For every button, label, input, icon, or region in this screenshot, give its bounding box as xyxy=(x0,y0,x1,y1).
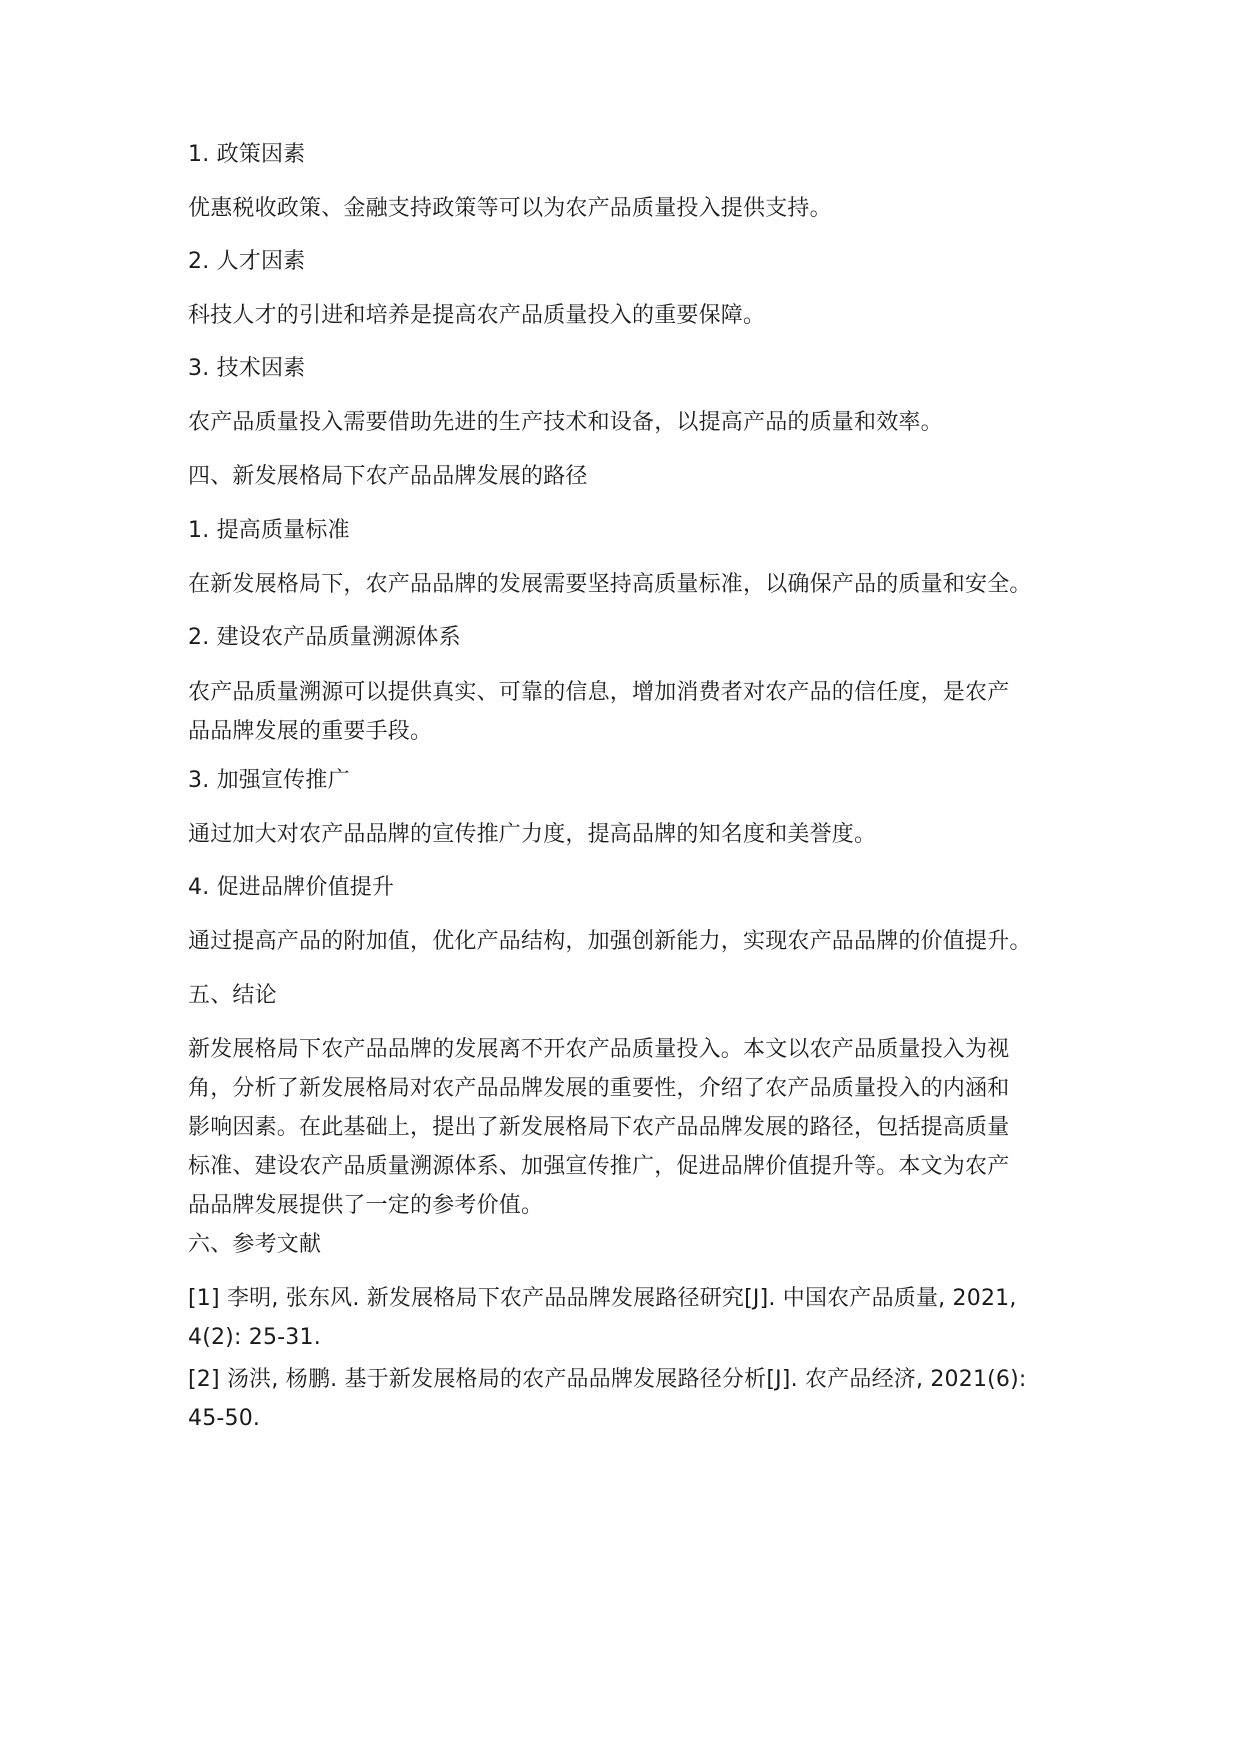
reference-line: 4(2): 25-31. xyxy=(188,1325,321,1350)
paragraph-line: 标准、建设农产品质量溯源体系、加强宣传推广，促进品牌价值提升等。本文为农产 xyxy=(188,1154,1010,1179)
paragraph-line: 新发展格局下农产品品牌的发展离不开农产品质量投入。本文以农产品质量投入为视 xyxy=(188,1037,1010,1062)
subheading-quality-standards: 1. 提高质量标准 xyxy=(188,518,350,543)
section-heading-6: 六、参考文献 xyxy=(188,1232,322,1257)
reference-line: 45-50. xyxy=(188,1406,261,1431)
paragraph-line: 角，分析了新发展格局对农产品品牌发展的重要性，介绍了农产品质量投入的内涵和 xyxy=(188,1076,1010,1101)
paragraph-technology-factors: 农产品质量投入需要借助先进的生产技术和设备，以提高产品的质量和效率。 xyxy=(188,410,943,435)
paragraph-traceability-system xyxy=(188,673,1068,751)
reference-item-1 xyxy=(188,1279,1068,1357)
subheading-promotion: 3. 加强宣传推广 xyxy=(188,768,350,793)
paragraph-brand-value: 通过提高产品的附加值，优化产品结构，加强创新能力，实现农产品品牌的价值提升。 xyxy=(188,929,1032,954)
paragraph-conclusion xyxy=(188,1030,1068,1225)
paragraph-talent-factors: 科技人才的引进和培养是提高农产品质量投入的重要保障。 xyxy=(188,303,766,328)
subheading-technology-factors: 3. 技术因素 xyxy=(188,356,306,381)
paragraph-line: 影响因素。在此基础上，提出了新发展格局下农产品品牌发展的路径，包括提高质量 xyxy=(188,1115,1010,1140)
paragraph-quality-standards: 在新发展格局下，农产品品牌的发展需要坚持高质量标准，以确保产品的质量和安全。 xyxy=(188,572,1032,597)
paragraph-policy-factors: 优惠税收政策、金融支持政策等可以为农产品质量投入提供支持。 xyxy=(188,196,832,221)
paragraph-promotion: 通过加大对农产品品牌的宣传推广力度，提高品牌的知名度和美誉度。 xyxy=(188,822,877,847)
reference-item-2 xyxy=(188,1360,1068,1438)
reference-line: [1] 李明, 张东风. 新发展格局下农产品品牌发展路径研究[J]. 中国农产品质量, 2021, xyxy=(188,1286,1017,1311)
subheading-traceability-system: 2. 建设农产品质量溯源体系 xyxy=(188,625,461,650)
paragraph-line: 品品牌发展的重要手段。 xyxy=(188,719,433,744)
subheading-talent-factors: 2. 人才因素 xyxy=(188,249,306,274)
reference-line: [2] 汤洪, 杨鹏. 基于新发展格局的农产品品牌发展路径分析[J]. 农产品经济, 2021(6): xyxy=(188,1367,1027,1392)
section-heading-4: 四、新发展格局下农产品品牌发展的路径 xyxy=(188,464,588,489)
paragraph-line: 品品牌发展提供了一定的参考价值。 xyxy=(188,1193,544,1218)
paragraph-line: 农产品质量溯源可以提供真实、可靠的信息，增加消费者对农产品的信任度，是农产 xyxy=(188,680,1010,705)
section-heading-5: 五、结论 xyxy=(188,983,277,1008)
subheading-brand-value: 4. 促进品牌价值提升 xyxy=(188,875,395,900)
subheading-policy-factors: 1. 政策因素 xyxy=(188,142,306,167)
